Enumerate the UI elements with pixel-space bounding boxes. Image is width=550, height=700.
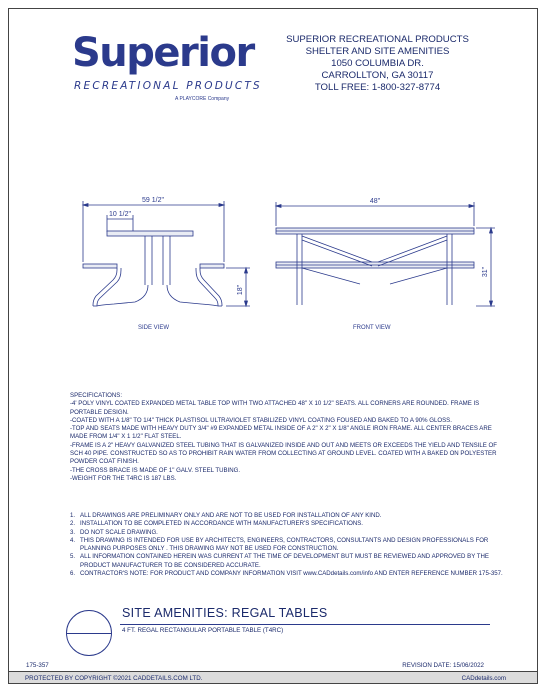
side-dim-top: 10 1/2" — [109, 211, 131, 218]
spec-item: -WEIGHT FOR THE T4RC IS 187 LBS. — [70, 474, 177, 482]
side-dim-overall: 59 1/2" — [142, 197, 164, 204]
spec-item: -TOP AND SEATS MADE WITH HEAVY DUTY 3/4" #9 EXPANDED METAL INSIDE OF A 2" X 2" X 1/8" ANGLE IRON FRAME. ALL CENTER BRACES ARE MADE FROM 1/4" X 1 1/2" FLAT STEEL. — [70, 425, 492, 441]
company-line: CARROLLTON, GA 30117 — [321, 70, 434, 81]
side-dim-seat-height: 18" — [237, 284, 244, 296]
specifications-heading: SPECIFICATIONS: — [70, 392, 123, 399]
title-divider — [120, 624, 490, 625]
superior-logo-subtitle: RECREATIONAL PRODUCTS — [74, 80, 262, 92]
general-notes — [70, 512, 510, 578]
side-view-label: SIDE VIEW — [138, 325, 170, 331]
note-number: 2. — [70, 520, 76, 528]
note-number: 3. — [70, 528, 76, 536]
revision-date: REVISION DATE: 15/06/2022 — [402, 662, 484, 669]
front-dim-height: 31" — [482, 266, 489, 278]
note-item — [70, 529, 510, 537]
front-view-label: FRONT VIEW — [353, 325, 391, 331]
note-item — [70, 512, 510, 520]
spec-item: -FRAME IS A 2" HEAVY GALVANIZED STEEL TUBING THAT IS GALVANIZED INSIDE AND OUT AND MEETS OR EXCEEDS THE YIELD AND TENSILE OF SCH 40 PIPE. CONSTRUCTED SO AS TO PROHIBIT RAIN WATER FROM COLLECTING AT GROUND LEVEL. COATED WITH A BAKED ON POLYESTER POWDER COAT FINISH. — [70, 441, 498, 466]
title-section-marker — [66, 610, 112, 656]
note-text: CONTRACTOR'S NOTE: FOR PRODUCT AND COMPANY INFORMATION VISIT www.CADdetails.com/info AND ENTER REFERENCE NUMBER 175-357. — [80, 570, 503, 578]
spec-item: -COATED WITH A 1/8" TO 1/4" THICK PLASTISOL ULTRAVIOLET STABILIZED VINYL COATING FOUSED AND BAKED TO A 90% GLOSS. — [70, 416, 452, 424]
note-number: 5. — [70, 553, 76, 561]
note-text: ALL DRAWINGS ARE PRELIMINARY ONLY AND ARE NOT TO BE USED FOR INSTALLATION OF ANY KIND. — [80, 512, 382, 519]
superior-logo-wordmark: Superior — [72, 30, 254, 76]
note-number: 6. — [70, 570, 76, 578]
spec-item: -THE CROSS BRACE IS MADE OF 1" GALV. STEEL TUBING. — [70, 466, 241, 474]
note-text: INSTALLATION TO BE COMPLETED IN ACCORDANCE WITH MANUFACTURER'S SPECIFICATIONS. — [80, 520, 363, 528]
note-text: ALL INFORMATION CONTAINED HEREIN WAS CURRENT AT THE TIME OF DEVELOPMENT BUT MUST BE REVIEWED AND APPROVED BY THE PRODUCT MANUFACTURER TO BE CONSIDERED ACCURATE. — [80, 553, 489, 569]
company-line: SUPERIOR RECREATIONAL PRODUCTS — [286, 34, 469, 45]
note-text: DO NOT SCALE DRAWING. — [80, 528, 158, 536]
sheet-title: SITE AMENITIES: REGAL TABLES — [122, 606, 328, 620]
company-line: 1050 COLUMBIA DR. — [331, 58, 424, 69]
copyright-text: PROTECTED BY COPYRIGHT ©2021 CADDETAILS.COM LTD. — [25, 675, 203, 682]
note-text: THIS DRAWING IS INTENDED FOR USE BY ARCHITECTS, ENGINEERS, CONTRACTORS, CONSULTANTS AND DESIGN PROFESSIONALS FOR PLANNING PURPOSES ONLY . THIS DRAWING MAY NOT BE USED FOR CONSTRUCTION. — [80, 536, 489, 553]
note-item — [70, 553, 510, 570]
sheet-subtitle: 4 FT. REGAL RECTANGULAR PORTABLE TABLE (T4RC) — [122, 627, 284, 634]
reference-number: 175-357 — [26, 662, 49, 669]
note-number: 1. — [70, 512, 76, 519]
note-number: 4. — [70, 536, 76, 544]
note-item — [70, 537, 510, 554]
specifications — [70, 392, 510, 483]
caddetails-link[interactable]: CADdetails.com — [461, 675, 506, 682]
front-view-drawing — [276, 202, 495, 306]
note-item — [70, 520, 510, 528]
company-line: TOLL FREE: 1-800-327-8774 — [314, 82, 441, 93]
front-dim-width: 48" — [369, 198, 381, 205]
note-item — [70, 570, 510, 578]
playcore-tagline: A PLAYCORE Company — [175, 96, 230, 102]
spec-item: -4' POLY VINYL COATED EXPANDED METAL TABLE TOP WITH TWO ATTACHED 48" X 10 1/2" SEATS. ALL CORNERS ARE ROUNDED. FRAME IS PORTABLE DESIGN. — [70, 400, 480, 416]
company-line: SHELTER AND SITE AMENITIES — [305, 46, 450, 57]
